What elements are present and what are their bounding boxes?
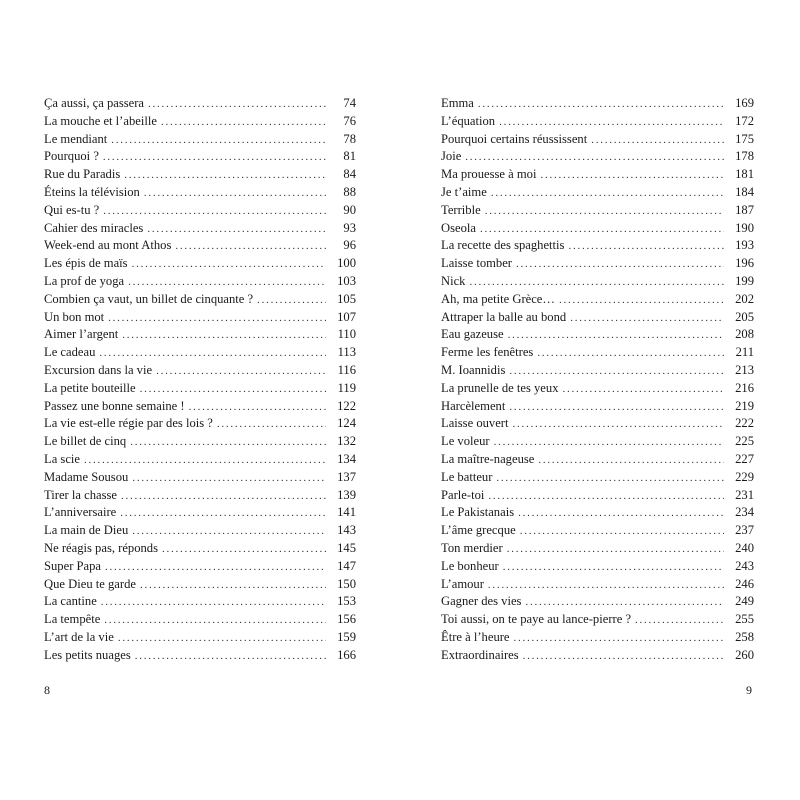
toc-entry-page-number: 169 [735, 96, 754, 110]
toc-entry [44, 451, 356, 469]
dot-leader [540, 167, 724, 184]
dot-leader [516, 256, 724, 273]
toc-entry [44, 593, 356, 611]
dot-leader [485, 203, 724, 220]
toc-entry-page-number: 231 [735, 487, 754, 502]
toc-entry-title: Le mendiant [44, 131, 108, 146]
toc-entry-page-number: 96 [343, 238, 356, 253]
toc-entry [441, 362, 754, 380]
toc-entry-page-number: 196 [735, 256, 754, 271]
toc-entry [441, 95, 754, 113]
dot-leader [469, 274, 724, 291]
toc-entry [44, 202, 356, 220]
toc-entry-title: Je t’aime [441, 184, 487, 199]
page-number-right: 9 [746, 683, 752, 697]
toc-entry-page-number: 216 [735, 380, 754, 395]
toc-entry [44, 131, 356, 149]
toc-entry [441, 433, 754, 451]
toc-entry [44, 647, 356, 665]
toc-entry [44, 380, 356, 398]
toc-entry [441, 593, 754, 611]
dot-leader [175, 238, 326, 255]
dot-leader [103, 203, 326, 220]
dot-leader [496, 470, 724, 487]
dot-leader [121, 488, 326, 505]
toc-entry-page-number: 116 [337, 362, 356, 377]
dot-leader [101, 594, 326, 611]
toc-entry-page-number: 199 [735, 273, 754, 288]
dot-leader [513, 416, 725, 433]
dot-leader [478, 96, 724, 113]
dot-leader [108, 310, 326, 327]
toc-entry-title: Week-end au mont Athos [44, 238, 172, 253]
toc-entry [441, 166, 754, 184]
toc-entry-page-number: 76 [343, 113, 356, 128]
toc-entry-page-number: 132 [337, 434, 356, 449]
toc-entry-title: Cahier des miracles [44, 220, 144, 235]
toc-entry [441, 344, 754, 362]
dot-leader [189, 399, 326, 416]
toc-entry-page-number: 181 [735, 167, 754, 182]
dot-leader [135, 648, 326, 665]
dot-leader [563, 381, 725, 398]
toc-entry-title: Ferme les fenêtres [441, 345, 534, 360]
dot-leader [132, 470, 326, 487]
toc-entry-title: Joie [441, 149, 462, 164]
toc-entry-page-number: 166 [337, 647, 356, 662]
dot-leader [568, 238, 724, 255]
toc-entry-title: La vie est-elle régie par des lois ? [44, 416, 213, 431]
toc-entry-page-number: 103 [337, 273, 356, 288]
dot-leader [537, 345, 724, 362]
dot-leader [217, 416, 326, 433]
toc-entry [44, 398, 356, 416]
toc-entry [44, 611, 356, 629]
toc-entry-page-number: 205 [735, 309, 754, 324]
toc-entry-page-number: 124 [337, 416, 356, 431]
dot-leader [161, 114, 326, 131]
toc-entry-page-number: 122 [337, 398, 356, 413]
toc-entry-page-number: 159 [337, 629, 356, 644]
toc-entry-title: Attraper la balle au bond [441, 309, 567, 324]
toc-entry [44, 362, 356, 380]
toc-entry-title: Pourquoi ? [44, 149, 99, 164]
toc-entry-page-number: 137 [337, 469, 356, 484]
dot-leader [538, 452, 724, 469]
dot-leader [99, 345, 326, 362]
toc-entry-page-number: 88 [343, 184, 356, 199]
toc-entry [441, 255, 754, 273]
toc-entry [441, 184, 754, 202]
toc-entry-page-number: 229 [735, 469, 754, 484]
dot-leader [120, 505, 326, 522]
toc-entry-title: Le bonheur [441, 558, 499, 573]
toc-entry-page-number: 81 [343, 149, 356, 164]
dot-leader [507, 541, 724, 558]
toc-entry [44, 576, 356, 594]
toc-entry [441, 291, 754, 309]
toc-entry [44, 558, 356, 576]
toc-entry [44, 469, 356, 487]
toc-entry-title: Combien ça vaut, un billet de cinquante ? [44, 291, 254, 306]
dot-leader [118, 630, 326, 647]
toc-entry-title: La main de Dieu [44, 523, 129, 538]
toc-entry-page-number: 113 [337, 345, 356, 360]
dot-leader [104, 612, 326, 629]
page-number-left: 8 [44, 683, 50, 697]
toc-entry-page-number: 219 [735, 398, 754, 413]
dot-leader [591, 132, 724, 149]
toc-entry [441, 558, 754, 576]
toc-entry-page-number: 145 [337, 540, 356, 555]
dot-leader [525, 594, 724, 611]
toc-entry [441, 611, 754, 629]
toc-entry [441, 469, 754, 487]
dot-leader [520, 523, 724, 540]
dot-leader [514, 630, 724, 647]
toc-entry-title: La tempête [44, 612, 101, 627]
toc-entry [441, 309, 754, 327]
toc-entry [441, 415, 754, 433]
dot-leader [508, 327, 724, 344]
toc-entry-title: Pourquoi certains réussissent [441, 131, 588, 146]
toc-entry-page-number: 78 [343, 131, 356, 146]
toc-entry-page-number: 175 [735, 131, 754, 146]
dot-leader [499, 114, 724, 131]
dot-leader [140, 577, 326, 594]
toc-entry-title: La recette des spaghettis [441, 238, 565, 253]
toc-entry-title: La prof de yoga [44, 273, 125, 288]
toc-entry [44, 291, 356, 309]
toc-entry-page-number: 225 [735, 434, 754, 449]
toc-entry-page-number: 84 [343, 167, 356, 182]
toc-entry [44, 184, 356, 202]
toc-entry-title: Qui es-tu ? [44, 202, 100, 217]
toc-entry-title: Le billet de cinq [44, 434, 127, 449]
toc-entry-page-number: 213 [735, 362, 754, 377]
dot-leader [509, 363, 724, 380]
dot-leader [147, 221, 326, 238]
toc-entry [441, 398, 754, 416]
toc-entry-title: L’équation [441, 113, 496, 128]
dot-leader [257, 292, 326, 309]
toc-entry [44, 166, 356, 184]
dot-leader [124, 167, 326, 184]
toc-entry [441, 131, 754, 149]
toc-entry-title: Tirer la chasse [44, 487, 117, 502]
toc-entry-title: Terrible [441, 202, 481, 217]
toc-entry [44, 522, 356, 540]
toc-entry [441, 629, 754, 647]
toc-entry [44, 540, 356, 558]
toc-entry [441, 540, 754, 558]
toc-entry-title: L’amour [441, 576, 484, 591]
dot-leader [503, 559, 724, 576]
toc-entry-page-number: 119 [337, 380, 356, 395]
toc-entry-page-number: 172 [735, 113, 754, 128]
toc-entry-title: Le Pakistanais [441, 505, 515, 520]
toc-entry-title: La cantine [44, 594, 97, 609]
toc-entry-page-number: 227 [735, 451, 754, 466]
toc-entry-page-number: 143 [337, 523, 356, 538]
toc-entry-title: La maître-nageuse [441, 451, 535, 466]
toc-entry [441, 504, 754, 522]
toc-entry-page-number: 187 [735, 202, 754, 217]
toc-entry-page-number: 178 [735, 149, 754, 164]
toc-entry-title: Laisse tomber [441, 256, 512, 271]
toc-entry-title: L’anniversaire [44, 505, 117, 520]
toc-entry-page-number: 110 [337, 327, 356, 342]
toc-entry-page-number: 246 [735, 576, 754, 591]
toc-entry [441, 113, 754, 131]
dot-leader [509, 399, 724, 416]
toc-entry-page-number: 147 [337, 558, 356, 573]
dot-leader [111, 132, 326, 149]
toc-entry-page-number: 222 [735, 416, 754, 431]
dot-leader [122, 327, 326, 344]
toc-entry [44, 95, 356, 113]
toc-entry-title: L’art de la vie [44, 629, 114, 644]
toc-entry-title: Excursion dans la vie [44, 362, 153, 377]
toc-entry-title: Eau gazeuse [441, 327, 504, 342]
toc-entry-page-number: 258 [735, 629, 754, 644]
toc-entry [44, 344, 356, 362]
toc-entry-page-number: 184 [735, 184, 754, 199]
toc-entry-title: Éteins la télévision [44, 184, 140, 199]
toc-entry [44, 237, 356, 255]
toc-entry-page-number: 74 [343, 96, 356, 110]
toc-entry-page-number: 141 [337, 505, 356, 520]
toc-entry-title: La mouche et l’abeille [44, 113, 157, 128]
toc-entry [441, 202, 754, 220]
toc-entry-title: Être à l’heure [441, 629, 510, 644]
toc-entry-page-number: 100 [337, 256, 356, 271]
toc-entry-page-number: 260 [735, 647, 754, 662]
toc-entry-title: Ne réagis pas, réponds [44, 540, 159, 555]
toc-entry [441, 148, 754, 166]
dot-leader [488, 488, 724, 505]
toc-entry-page-number: 249 [735, 594, 754, 609]
toc-entry-title: Les épis de maïs [44, 256, 128, 271]
toc-entry-page-number: 211 [735, 345, 754, 360]
toc-entry-page-number: 190 [735, 220, 754, 235]
toc-entry-title: Ça aussi, ça passera [44, 96, 145, 110]
toc-entry [44, 629, 356, 647]
toc-entry-title: Toi aussi, on te paye au lance-pierre ? [441, 612, 632, 627]
toc-entry-page-number: 105 [337, 291, 356, 306]
toc-entry-title: M. Ioannidis [441, 362, 506, 377]
toc-entry-title: Madame Sousou [44, 469, 129, 484]
toc-entry-page-number: 134 [337, 451, 356, 466]
toc-entry-title: Passez une bonne semaine ! [44, 398, 185, 413]
dot-leader [480, 221, 724, 238]
toc-entry [44, 433, 356, 451]
dot-leader [488, 577, 724, 594]
toc-entry-page-number: 139 [337, 487, 356, 502]
toc-entry [44, 415, 356, 433]
dot-leader [518, 505, 724, 522]
toc-entry-title: Aimer l’argent [44, 327, 119, 342]
dot-leader [128, 274, 326, 291]
dot-leader [144, 185, 326, 202]
toc-entry-page-number: 243 [735, 558, 754, 573]
toc-entry [44, 113, 356, 131]
toc-entry-page-number: 234 [735, 505, 754, 520]
toc-entry-title: Laisse ouvert [441, 416, 509, 431]
dot-leader [162, 541, 326, 558]
toc-entry-title: Le voleur [441, 434, 490, 449]
toc-entry-title: Le cadeau [44, 345, 96, 360]
toc-entry [44, 504, 356, 522]
toc-entry-title: Ah, ma petite Grèce… [441, 291, 555, 306]
toc-entry-title: La scie [44, 451, 81, 466]
dot-leader [491, 185, 724, 202]
toc-entry-page-number: 150 [337, 576, 356, 591]
dot-leader [84, 452, 326, 469]
toc-entry [441, 487, 754, 505]
toc-entry [441, 576, 754, 594]
dot-leader [523, 648, 724, 665]
toc-entry-title: L’âme grecque [441, 523, 516, 538]
toc-left-column [44, 95, 356, 665]
toc-entry-title: Ma prouesse à moi [441, 167, 537, 182]
toc-entry-title: Ton merdier [441, 540, 503, 555]
dot-leader [132, 256, 326, 273]
toc-entry-page-number: 208 [735, 327, 754, 342]
toc-entry [44, 220, 356, 238]
toc-entry [441, 220, 754, 238]
toc-entry-title: Rue du Paradis [44, 167, 121, 182]
dot-leader [105, 559, 326, 576]
dot-leader [465, 149, 724, 166]
toc-entry [441, 273, 754, 291]
dot-leader [570, 310, 724, 327]
toc-entry-title: Nick [441, 273, 466, 288]
toc-entry-page-number: 237 [735, 523, 754, 538]
dot-leader [140, 381, 326, 398]
toc-entry [44, 255, 356, 273]
toc-entry-title: Extraordinaires [441, 647, 519, 662]
toc-entry [44, 326, 356, 344]
toc-entry-title: Un bon mot [44, 309, 105, 324]
toc-entry-title: Emma [441, 96, 474, 110]
toc-entry [441, 237, 754, 255]
toc-entry-page-number: 193 [735, 238, 754, 253]
toc-entry-title: Parle-toi [441, 487, 485, 502]
toc-entry [441, 451, 754, 469]
toc-entry [44, 487, 356, 505]
toc-entry-title: La petite bouteille [44, 380, 136, 395]
toc-entry-title: Le batteur [441, 469, 493, 484]
toc-right-column [441, 95, 754, 665]
dot-leader [156, 363, 326, 380]
toc-entry-title: Les petits nuages [44, 647, 131, 662]
toc-entry-title: Harcèlement [441, 398, 506, 413]
toc-entry [44, 309, 356, 327]
dot-leader [103, 149, 326, 166]
toc-entry-page-number: 90 [343, 202, 356, 217]
toc-entry [441, 647, 754, 665]
toc-entry-title: Que Dieu te garde [44, 576, 136, 591]
toc-entry-page-number: 153 [337, 594, 356, 609]
dot-leader [148, 96, 326, 113]
dot-leader [635, 612, 724, 629]
toc-entry-title: La prunelle de tes yeux [441, 380, 559, 395]
toc-entry-title: Super Papa [44, 558, 102, 573]
toc-entry-page-number: 202 [735, 291, 754, 306]
toc-entry [44, 148, 356, 166]
toc-entry-title: Gagner des vies [441, 594, 522, 609]
toc-entry-title: Oseola [441, 220, 476, 235]
toc-entry-page-number: 156 [337, 612, 356, 627]
toc-entry [441, 380, 754, 398]
dot-leader [130, 434, 326, 451]
toc-entry-page-number: 240 [735, 540, 754, 555]
toc-entry-page-number: 255 [735, 612, 754, 627]
toc-entry-page-number: 93 [343, 220, 356, 235]
toc-entry [44, 273, 356, 291]
toc-entry [441, 326, 754, 344]
dot-leader [559, 292, 724, 309]
toc-entry-page-number: 107 [337, 309, 356, 324]
toc-entry [441, 522, 754, 540]
dot-leader [132, 523, 326, 540]
dot-leader [494, 434, 724, 451]
